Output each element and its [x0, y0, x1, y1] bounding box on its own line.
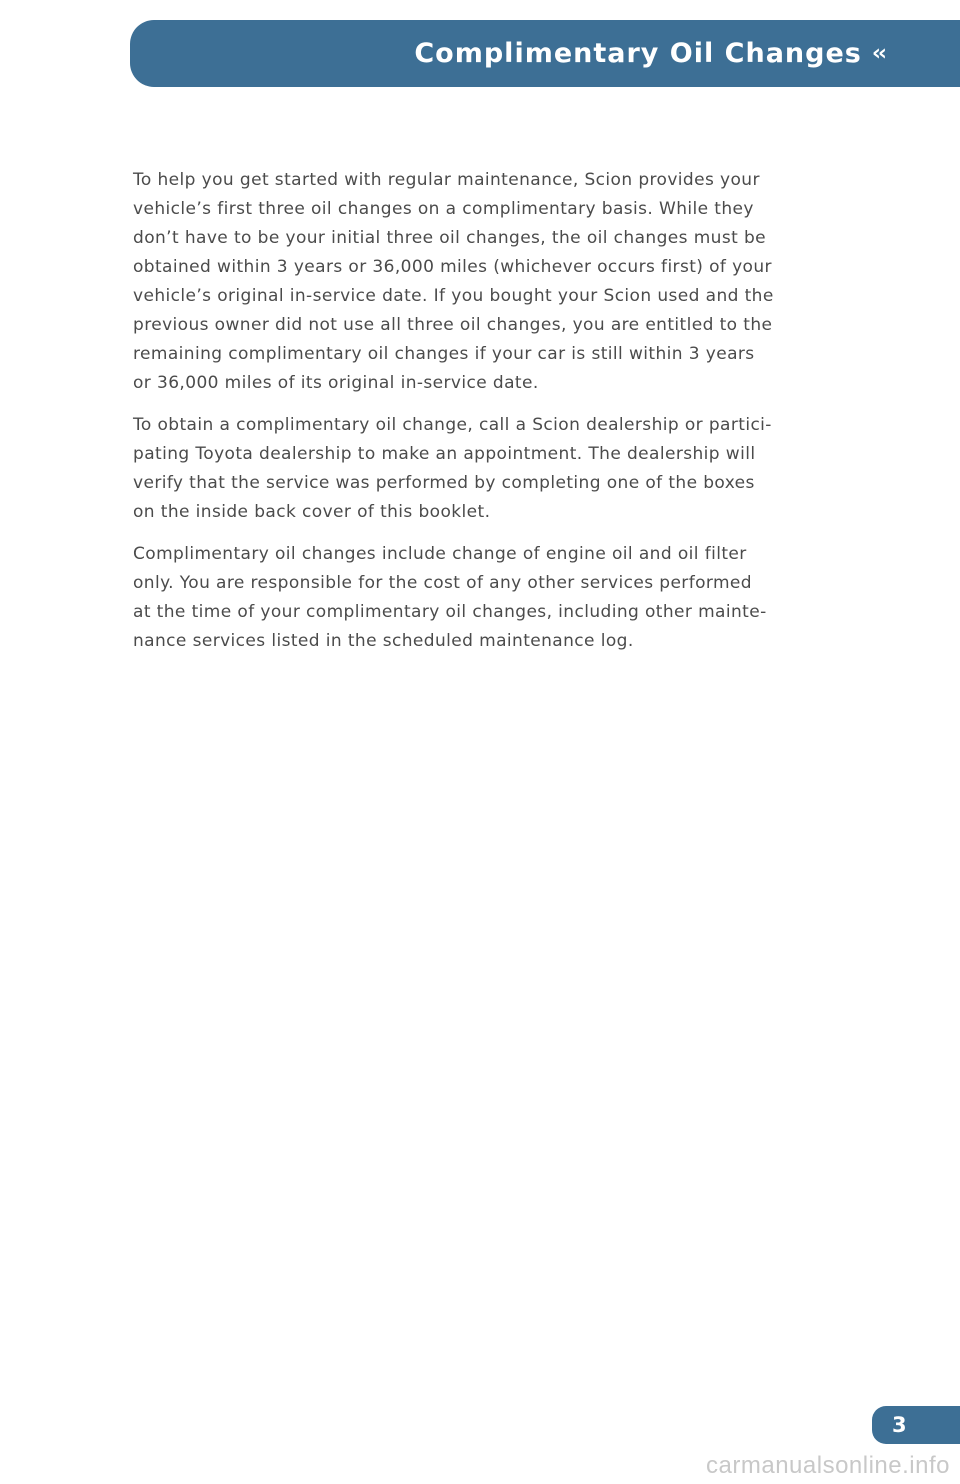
page-title: Complimentary Oil Changes — [414, 38, 862, 69]
paragraph-obtain: To obtain a complimentary oil change, call a Scion dealership or partici- pating Toyota dealership to make an appointment. The dealership will verify that the service was performed by completing one of the boxes on the inside back cover of this booklet. — [133, 415, 772, 522]
double-chevron-left-icon: ‹‹ — [871, 41, 884, 66]
page-number-tab — [872, 1406, 960, 1444]
section-header-bar — [130, 20, 960, 87]
watermark: carmanualsonline.info — [706, 1452, 950, 1479]
paragraph-intro: To help you get started with regular maintenance, Scion provides your vehicle’s first three oil changes on a complimentary basis. While they don’t have to be your initial three oil changes, the oil changes must be obtained within 3 years or 36,000 miles (whichever occurs first) of your vehicle’s original in-service date. If you bought your Scion used and the previous owner did not use all three oil changes, you are entitled to the remaining complimentary oil changes if your car is still within 3 years or 36,000 miles of its original in-service date. — [133, 170, 774, 393]
body-text — [133, 166, 833, 669]
page-number: 3 — [892, 1413, 907, 1437]
paragraph-coverage: Complimentary oil changes include change of engine oil and oil filter only. You are responsible for the cost of any other services performed at the time of your complimentary oil changes, including other mainte- nance services listed in the scheduled maintenance log. — [133, 544, 767, 651]
